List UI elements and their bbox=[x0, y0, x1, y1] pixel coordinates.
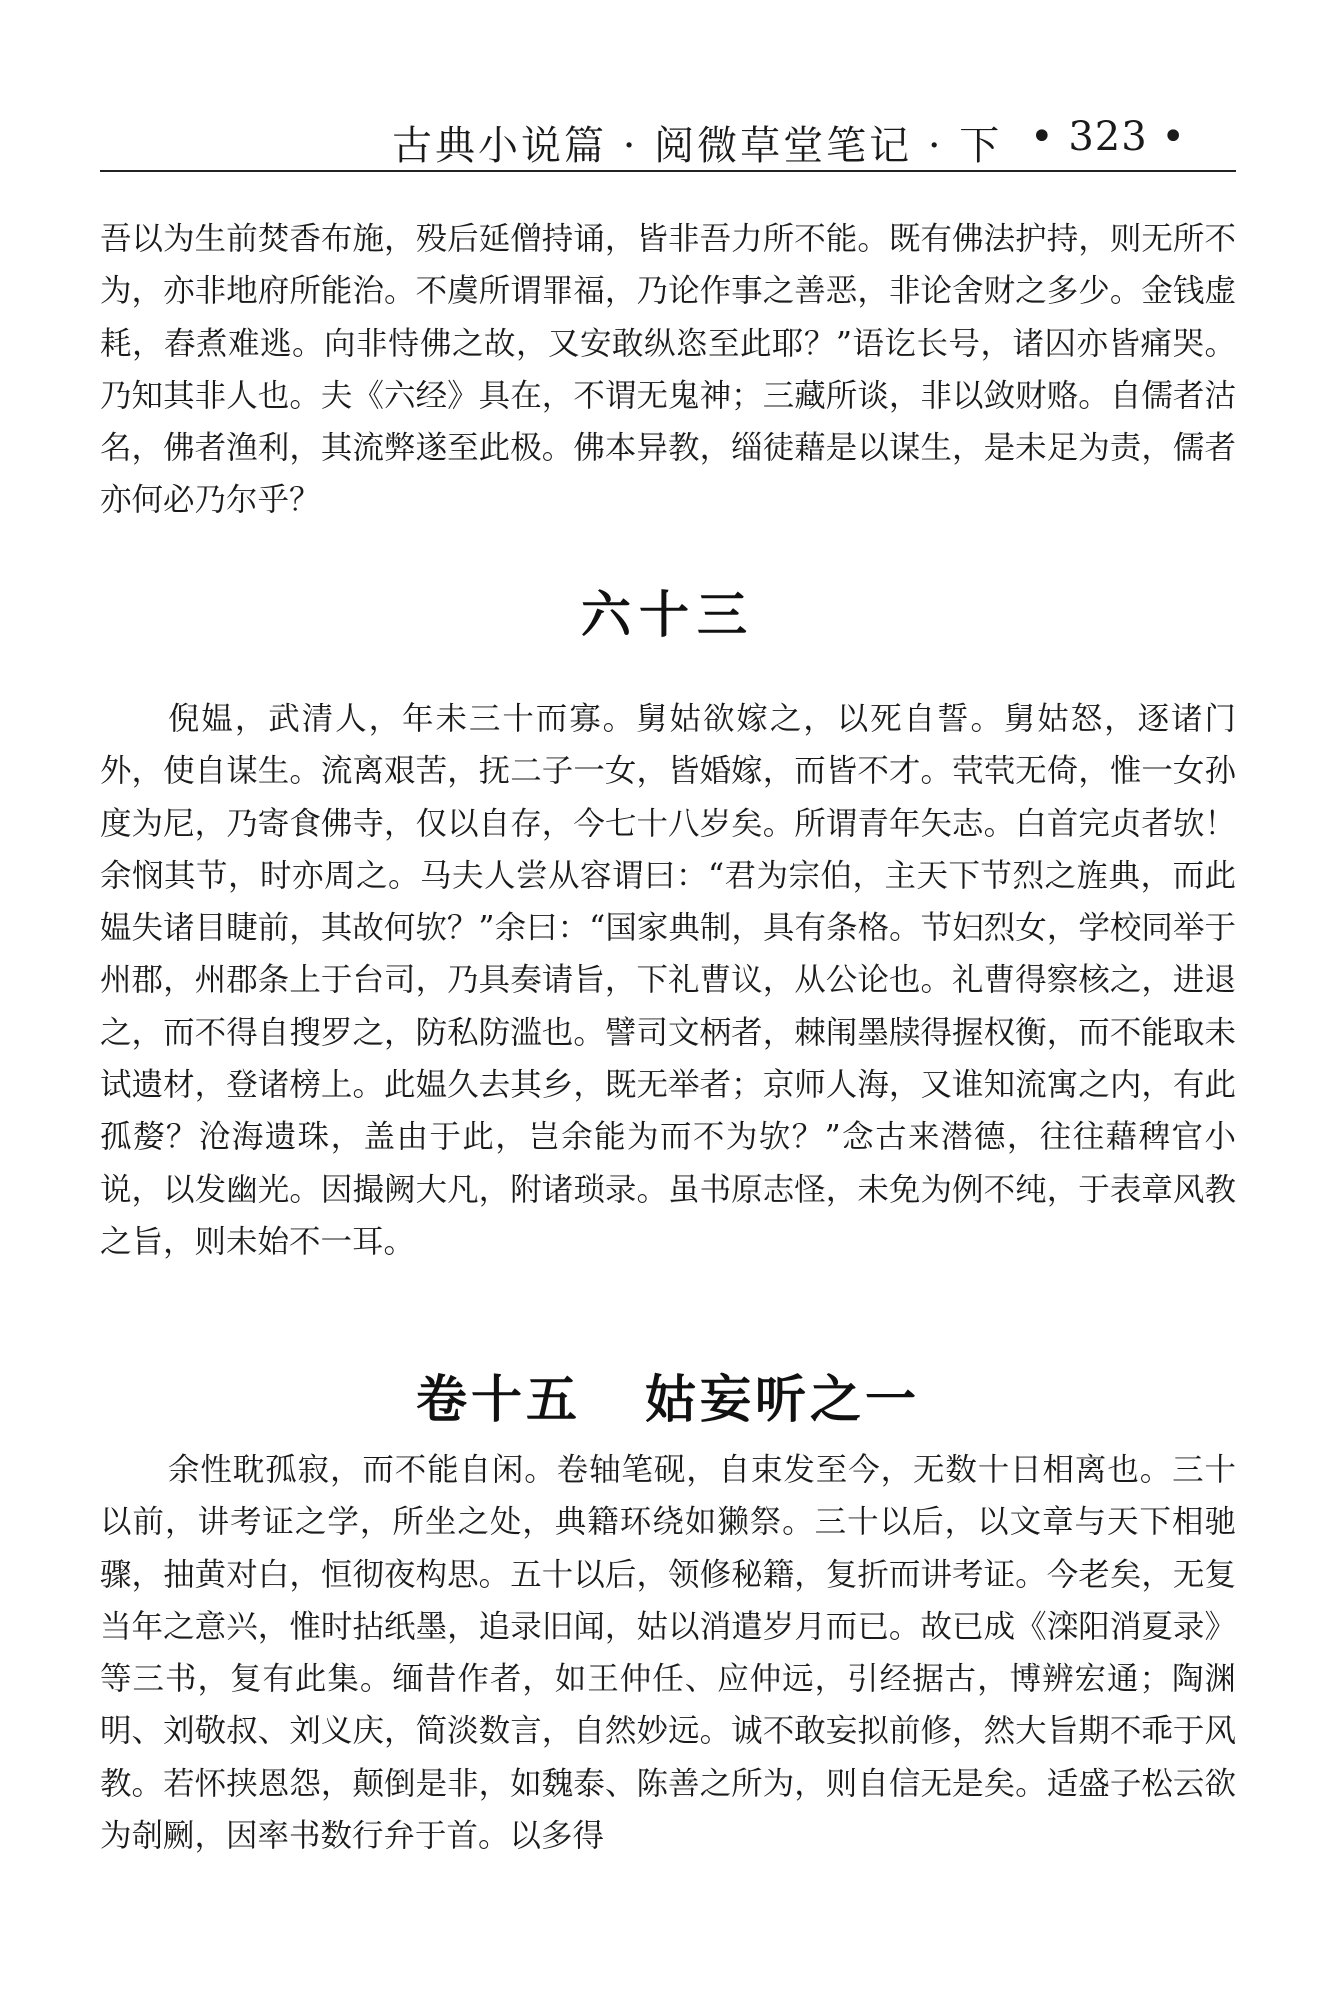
header-divider bbox=[100, 170, 1236, 172]
page-number: • 323 • bbox=[1030, 114, 1186, 160]
paragraph-section-63: 倪媪，武清人，年未三十而寡。舅姑欲嫁之，以死自誓。舅姑怒，逐诸门外，使自谋生。流离艰苦，抚二子一女，皆婚嫁，而皆不才。茕茕无倚，惟一女孙度为尼，乃寄食佛寺，仅以自存，今七十八岁矣。所谓青年矢志。白首完贞者欤！余悯其节，时亦周之。马夫人尝从容谓曰：“君为宗伯，主天下节烈之旌典，而此媪失诸目睫前，其故何欤？”余曰：“国家典制，具有条格。节妇烈女，学校同举于州郡，州郡条上于台司，乃具奏请旨，下礼曹议，从公论也。礼曹得察核之，进退之，而不得自搜罗之，防私防滥也。譬司文柄者，棘闱墨牍得握权衡，而不能取未试遗材，登诸榜上。此媪久去其乡，既无举者；京师人海，又谁知流寓之内，有此孤嫠？沧海遗珠，盖由于此，岂余能为而不为欤？”念古来潜德，往往藉稗官小说，以发幽光。因撮阙大凡，附诸琐录。虽书原志怪，未免为例不纯，于表章风教之旨，则未始不一耳。 bbox=[100, 701, 1236, 1260]
running-header bbox=[100, 108, 1236, 169]
section-heading-63: 六十三 bbox=[581, 586, 755, 644]
volume-number: 卷十五 bbox=[415, 1371, 581, 1430]
volume-heading bbox=[100, 1367, 1236, 1435]
header-title: 古典小说篇 · 阅微草堂笔记 · 下 bbox=[392, 123, 1003, 169]
paragraph-continued: 吾以为生前焚香布施，殁后延僧持诵，皆非吾力所不能。既有佛法护持，则无所不为，亦非地府所能治。不虞所谓罪福，乃论作事之善恶，非论舍财之多少。金钱虚耗，舂煮难逃。向非恃佛之故，又安敢纵恣至此耶？”语讫长号，诸囚亦皆痛哭。乃知其非人也。夫《六经》具在，不谓无鬼神；三藏所谈，非以敛财赂。自儒者沽名，佛者渔利，其流弊遂至此极。佛本异教，缁徒藉是以谋生，是未足为责，儒者亦何必乃尔乎？ bbox=[100, 221, 1236, 519]
volume-title: 姑妄听之一 bbox=[645, 1371, 921, 1430]
paragraph-volume-15-preface: 余性耽孤寂，而不能自闲。卷轴笔砚，自束发至今，无数十日相离也。三十以前，讲考证之学，所坐之处，典籍环绕如獭祭。三十以后，以文章与天下相驰骤，抽黄对白，恒彻夜构思。五十以后，领修秘籍，复折而讲考证。今老矣，无复当年之意兴，惟时拈纸墨，追录旧闻，姑以消遣岁月而已。故已成《滦阳消夏录》等三书，复有此集。缅昔作者，如王仲任、应仲远，引经据古，博辨宏通；陶渊明、刘敬叔、刘义庆，简淡数言，自然妙远。诚不敢妄拟前修，然大旨期不乖于风教。若怀挟恩怨，颠倒是非，如魏泰、陈善之所为，则自信无是矣。适盛子松云欲为剞劂，因率书数行弁于首。以多得 bbox=[100, 1452, 1236, 1855]
